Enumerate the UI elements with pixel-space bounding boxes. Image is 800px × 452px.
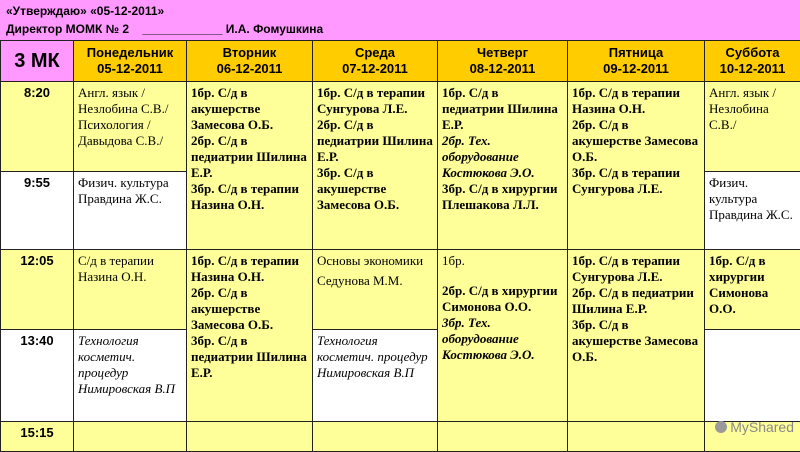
day-header-monday <box>74 41 187 82</box>
lesson-row-1 <box>1 82 800 172</box>
schedule-table <box>0 40 800 452</box>
day-header-row <box>1 41 800 82</box>
thu-brigade-1: 1бр. С/д в педиатрии Шилина Е.Р. <box>442 85 563 133</box>
day-date: 08-12-2011 <box>470 61 536 76</box>
day-header-saturday <box>705 41 800 82</box>
lesson-mon-3: С/д в терапии Назина О.Н. <box>74 250 187 330</box>
wed-subject: Основы экономики <box>317 253 433 269</box>
lesson-wed-3 <box>313 250 438 330</box>
lesson-fri-1-2: 1бр. С/д в терапии Назина О.Н. 2бр. С/д в акушерстве Замесова О.Б. 3бр. С/д в терапии Сунгурова Л.Е. <box>568 82 705 250</box>
time-slot: 8:20 <box>1 82 74 172</box>
thu-brigade-2: 2бр. С/д в хирургии Симонова О.О. <box>442 283 563 315</box>
lesson-mon-4: Технология косметич. процедур Нимировская В.П <box>74 330 187 422</box>
thu-brigade-3: 3бр. Тех. оборудование Костюкова Э.О. <box>442 315 563 363</box>
day-name: Вторник <box>223 45 277 60</box>
lesson-wed-4: Технология косметич. процедур Нимировская В.П <box>313 330 438 422</box>
day-date: 07-12-2011 <box>342 61 408 76</box>
day-date: 09-12-2011 <box>603 61 669 76</box>
lesson-wed-1-2: 1бр. С/д в терапии Сунгурова Л.Е. 2бр. С/д в педиатрии Шилина Е.Р. 3бр. С/д в акушерстве Замесова О.Б. <box>313 82 438 250</box>
director-line: Директор МОМК № 2 ____________ И.А. Фомушкина <box>6 22 323 36</box>
time-slot: 13:40 <box>1 330 74 422</box>
day-header-tuesday <box>187 41 313 82</box>
watermark-text: MyShared <box>730 419 794 435</box>
lesson-fri-3-4: 1бр. С/д в терапии Сунгурова Л.Е. 2бр. С/д в педиатрии Шилина Е.Р. 3бр. С/д в акушерстве Замесова О.Б. <box>568 250 705 422</box>
lesson-sat-1: Англ. язык / Незлобина С.В./ <box>705 82 800 172</box>
lesson-thu-3-4 <box>438 250 568 422</box>
thu-brigade-2: 2бр. Тех. оборудование Костюкова Э.О. <box>442 133 563 181</box>
lesson-mon-2: Физич. культура Правдина Ж.С. <box>74 172 187 250</box>
approval-header <box>0 0 800 40</box>
day-date: 05-12-2011 <box>97 61 163 76</box>
lesson-mon-1: Англ. язык / Незлобина С.В./ Психология / Давыдова С.В./ <box>74 82 187 172</box>
time-slot: 9:55 <box>1 172 74 250</box>
lesson-tue-1-2: 1бр. С/д в акушерстве Замесова О.Б. 2бр. С/д в педиатрии Шилина Е.Р. 3бр. С/д в терапии Назина О.Н. <box>187 82 313 250</box>
watermark <box>715 419 794 435</box>
wed-teacher: Седунова М.М. <box>317 273 433 289</box>
day-header-friday <box>568 41 705 82</box>
lesson-sat-4 <box>705 330 800 422</box>
time-slot: 12:05 <box>1 250 74 330</box>
thu-brigade-3: 3бр. С/д в хирургии Плешакова Л.Л. <box>442 181 563 213</box>
day-name: Пятница <box>609 45 664 60</box>
approval-line: «Утверждаю» «05-12-2011» <box>6 4 164 18</box>
lesson-sat-2: Физич. культура Правдина Ж.С. <box>705 172 800 250</box>
day-header-wednesday <box>313 41 438 82</box>
group-name: 3 МК <box>1 41 74 82</box>
lesson-tue-3-4: 1бр. С/д в терапии Назина О.Н. 2бр. С/д в акушерстве Замесова О.Б. 3бр. С/д в педиатрии Шилина Е.Р. <box>187 250 313 422</box>
myshared-logo-icon <box>715 421 727 433</box>
thu-brigade-1: 1бр. <box>442 253 563 269</box>
day-name: Понедельник <box>87 45 173 60</box>
day-name: Суббота <box>726 45 780 60</box>
time-slot: 15:15 <box>1 422 74 452</box>
lesson-row-3 <box>1 250 800 330</box>
lesson-sat-3: 1бр. С/д в хирургии Симонова О.О. <box>705 250 800 330</box>
day-name: Четверг <box>477 45 528 60</box>
lesson-thu-1-2 <box>438 82 568 250</box>
day-header-thursday <box>438 41 568 82</box>
day-name: Среда <box>355 45 395 60</box>
day-date: 06-12-2011 <box>217 61 283 76</box>
day-date: 10-12-2011 <box>720 61 786 76</box>
